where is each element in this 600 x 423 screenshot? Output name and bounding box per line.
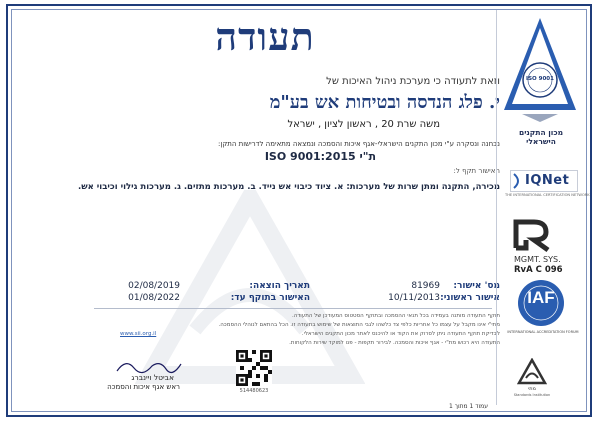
sii-iso-9001-logo-icon — [500, 14, 580, 126]
mgmt-sys-label: MGMT. SYS. — [514, 255, 561, 264]
fine-print-line-3: לבדיקת תוקף התעודה ניתן לסרוק את הקוד או להיכנס לאתר מכון התקנים הישראלי. — [301, 331, 500, 337]
signatory-role: ראש אגף איכות והסמכה — [107, 383, 180, 391]
mati-label: מתי — [528, 386, 536, 392]
fine-print-line-2: מתי"י אינו מקבל על עצמו כל אחריות כלפי צד כלשהו לגבי התוצאות של שימוש בתעודה זו. הכל בהתאם לנוהלי ההסמכה. — [218, 322, 500, 328]
page-info: עמוד 1 מתוך 1 — [448, 403, 488, 410]
sii-caption: מכון התקנים הישראלי — [518, 128, 564, 146]
qr-code-icon — [236, 350, 272, 386]
company-address: משה שרת 20 , ראשון לציון , ישראל — [287, 119, 440, 130]
first-approval-label: אישור ראשוני: — [440, 293, 500, 303]
qr-caption: 514480623 — [239, 388, 269, 394]
certificate-subtitle: וזאת לתעודה כי מערכת ניהול האיכות של — [326, 76, 500, 87]
valid-until-value: 01/08/2022 — [128, 293, 180, 303]
standard-name: ת"י ISO 9001:2015 — [264, 150, 376, 163]
certificate-scope: מכירה, התקנה ומתן שרות של מערכות: א. ציוד כיבוי אש נייד. ב. מערכות מתזים. ג. מערכות גילוי וכיבוי אש. — [77, 182, 500, 192]
iqnet-text: IQNet — [525, 173, 570, 188]
iqnet-logo-icon — [510, 170, 578, 192]
sii-iso-label: ISO 9001 — [526, 76, 554, 82]
issue-date-label: תאריך הוצאה: — [249, 281, 310, 291]
divider — [94, 308, 492, 309]
examined-text: נבחנה ונסקרה ע"י מכון התקנים הישראלי-אגף איכות והסמכה ונמצאה מתאימה לדרישות התקן: — [218, 140, 500, 148]
company-name: י. פלג הנדסה ובטיחות אש בע"מ — [269, 92, 500, 113]
mati-logo-icon — [517, 358, 547, 386]
rva-label: RvA C 096 — [514, 265, 563, 275]
certificate-title: תעודה — [215, 14, 315, 59]
issue-date-value: 02/08/2019 — [128, 281, 180, 291]
website-link[interactable]: www.sii.org.il — [120, 331, 157, 337]
approval-no-label: מס' אישור: — [453, 281, 500, 291]
fine-print-line-4: התעודה היא רכוש מת"י - אגף איכות והסמכה. לבירור תקפות - פנו למוקד שירות הלקוחות. — [289, 340, 500, 346]
valid-until-label: האישור בתוקף עד: — [230, 293, 310, 303]
rva-logo-icon — [512, 218, 552, 254]
iqnet-subtitle: THE INTERNATIONAL CERTIFICATION NETWORK — [505, 193, 590, 197]
iaf-subtitle: INTERNATIONAL ACCREDITATION FORUM — [507, 330, 579, 334]
signatory-name: אביטל ויינברג — [131, 373, 174, 382]
approval-no-value: 81969 — [411, 281, 440, 291]
fine-print-line-1: תוקף התעודה מותנה בעמידה בכל תנאי ההסמכה ובתוקף הסטטוס המעודכן של התעודה. — [291, 313, 500, 319]
iaf-text: IAF — [527, 288, 555, 307]
mati-subtitle: Standards Institution — [513, 393, 551, 397]
first-approval-value: 10/11/2013 — [388, 293, 440, 303]
approval-valid-for: האישור תקף ל: — [453, 167, 500, 175]
